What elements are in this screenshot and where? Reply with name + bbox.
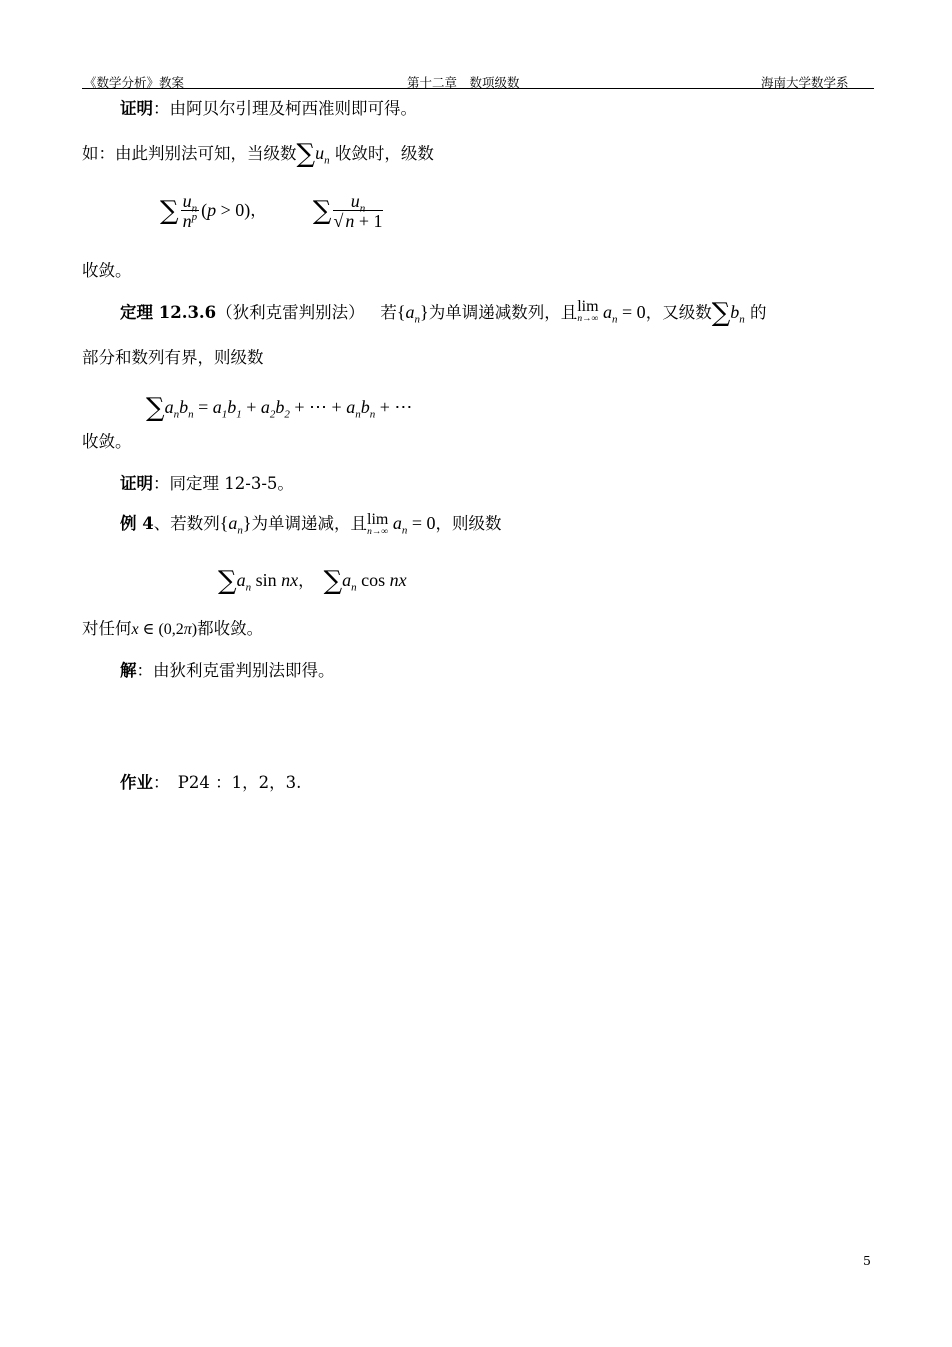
formula-series-2: ∑ $\frac{u_n}{√ n + 1}$ <box>312 191 383 231</box>
theorem-name: （狄利克雷判别法） <box>216 303 365 322</box>
sequence-a-n-2: $\{a_n\}$ <box>219 513 252 537</box>
solution-text: ：由狄利克雷判别法即得。 <box>136 661 335 680</box>
solution-label: 解 <box>120 661 137 680</box>
example-intro <box>82 139 434 169</box>
theorem-text-b: 为单调递减数列，且 <box>428 303 578 322</box>
series-u-n: $\sum u_n$ <box>296 139 330 169</box>
header-rule <box>82 88 874 89</box>
proof-label-2: 证明 <box>120 474 153 493</box>
header-left: 《数学分析》教案 <box>84 75 185 90</box>
formula-series-1: ∑ $\frac{u_n}{n^p}$ (p > 0) <box>160 191 251 231</box>
series-b-n: $\sum b_n$ <box>711 298 745 328</box>
proof-paragraph-1 <box>120 99 417 119</box>
header-center: 第十二章 数项级数 <box>407 75 520 90</box>
page-number: 5 <box>863 1253 871 1268</box>
any-x-suffix: 都收敛。 <box>197 619 264 638</box>
example-4-text-c: ，则级数 <box>435 514 502 533</box>
homework-text: ： P24 ：1，2，3. <box>153 773 302 792</box>
proof-label: 证明 <box>120 99 153 118</box>
proof-paragraph-2 <box>120 474 294 494</box>
formula-dirichlet-series: $\sum a_nb_n = a_1b_1 + a_2b_2$ + ⋯ + $a_nb_n$ + ⋯ <box>146 393 413 423</box>
theorem-text-a: 若 <box>380 303 397 322</box>
proof-text: ：由阿贝尔引理及柯西准则即可得。 <box>153 99 417 118</box>
homework-paragraph <box>120 773 301 793</box>
theorem-text-d: 的 <box>750 303 767 322</box>
formula-3-separator: ， <box>298 571 315 590</box>
converge-text-2: 收敛。 <box>82 432 132 451</box>
solution-paragraph <box>120 661 335 681</box>
any-x-prefix: 对任何 <box>82 619 132 638</box>
x-interval: x ∈ (0,2π) <box>131 621 198 638</box>
example-intro-suffix: 收敛时，级数 <box>334 144 434 163</box>
formula-sin-cos-series: $\sum a_n$ sin nx， $\sum a_n$ cos nx <box>218 566 407 596</box>
proof-text-2: ：同定理 12-3-5。 <box>153 474 294 493</box>
sequence-a-n: $\{a_n\}$ <box>396 302 429 326</box>
example-intro-prefix: 如：由此判别法可知，当级数 <box>82 144 297 163</box>
limit-a-n-zero-2: lim n→∞ $a_n = 0$ <box>367 511 436 537</box>
theorem-line-2: 部分和数列有界，则级数 <box>82 348 264 367</box>
example-4-paragraph <box>120 513 502 537</box>
homework-label: 作业 <box>120 773 153 792</box>
limit-a-n-zero: lim n→∞ $a_n = 0$ <box>577 298 646 326</box>
theorem-paragraph <box>120 298 767 328</box>
example-4-label: 例 4 <box>120 514 154 533</box>
theorem-text-c: ，又级数 <box>645 303 712 322</box>
converge-text-1: 收敛。 <box>82 261 132 280</box>
formula-series-pair <box>160 192 385 231</box>
theorem-label: 定理 12.3.6 <box>120 303 217 322</box>
header-right: 海南大学数学系 <box>761 75 849 90</box>
formula-separator: ， <box>250 200 267 220</box>
example-4-text-b: 为单调递减，且 <box>251 514 368 533</box>
example-4-text-a: 、若数列 <box>153 514 220 533</box>
any-x-paragraph <box>82 619 263 640</box>
